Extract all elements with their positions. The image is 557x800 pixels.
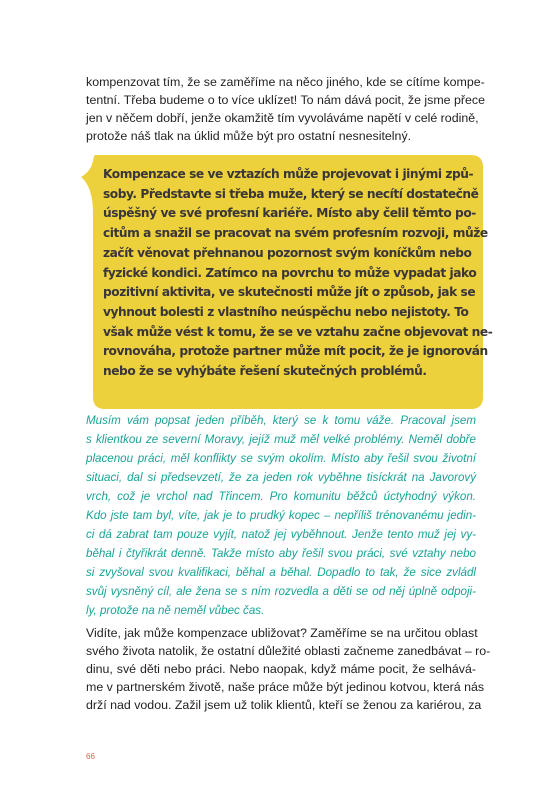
story-line: svůj vysněný cíl, ale žena se s ním rozvedla a děti se od něj úplně odpoji- [86, 585, 476, 598]
callout-line: fyzické kondici. Zatímco na povrchu to může vypadat jako [103, 265, 477, 280]
story-line: ci dá zabrat tam pouze vyjít, natož jej vyběhnout. Jenže tento muž jej vy- [86, 528, 476, 541]
page-number: 66 [86, 752, 95, 761]
story-paragraph [86, 411, 476, 620]
story-line: situaci, dal si předsevzetí, že za jeden rok vyběhne tisíckrát na Javorový [86, 471, 476, 484]
callout-line: vyhnout bolesti z vlastního neúspěchu nebo nejistoty. To [103, 304, 469, 319]
story-line: běhal i čtyřikrát denně. Takže místo aby řešil svou práci, své vztahy nebo [86, 547, 476, 560]
callout-line: úspěšný ve své profesní kariéře. Místo aby čelil těmto po- [103, 206, 476, 221]
text-line: kompenzovat tím, že se zaměříme na něco jiného, kde se cítíme kompe- [86, 75, 485, 89]
callout-line: citům a snažil se pracovat na svém profesním rozvoji, může [103, 226, 488, 241]
text-line: tentní. Třeba budeme o to více uklízet! To nám dává pocit, že jsme přece [86, 93, 486, 107]
callout-line: soby. Představte si třeba muže, který se necítí dostatečně [103, 186, 479, 201]
text-line: protože náš tlak na úklid může být pro ostatní nesnesitelný. [86, 129, 412, 143]
callout-line: začít věnovat přehnanou pozornost svým koníčkům nebo [103, 245, 472, 260]
paragraph-compensation [86, 624, 491, 714]
story-line: vrch, což je vrchol nad Třincem. Pro komunitu běžců úctyhodný výkon. [86, 490, 476, 503]
callout-text [103, 165, 493, 382]
callout-line: Kompenzace se ve vztazích může projevovat i jinými způ- [103, 167, 474, 181]
callout-line: rovnováha, protože partner může mít pocit, že je ignorován [103, 344, 488, 359]
story-line: placenou práci, měl konflikty se svým okolím. Místo aby řešil svou životní [86, 452, 476, 465]
text-line: svého života natolik, že ostatní důležité oblasti začneme zanedbávat – ro- [86, 644, 491, 658]
story-line: si zvyšoval svou kvalifikaci, běhal a běhal. Dopadlo to tak, že sice zvládl [86, 566, 476, 579]
callout-line: pozitivní aktivita, ve skutečnosti může jít o způsob, jak se [103, 285, 476, 300]
callout-line: nebo že se vyhýbáte řešení skutečných problémů. [103, 364, 427, 379]
story-line: ly, protože na ně neměl vůbec čas. [86, 604, 265, 617]
story-line: Kdo jste tam byl, víte, jak je to prudký kopec – nepříliš trénovanému jedin- [86, 509, 476, 522]
highlight-callout-box [81, 155, 493, 409]
text-line: Vidíte, jak může kompenzace ubližovat? Zaměříme se na určitou oblast [86, 626, 478, 640]
story-line: Musím vám popsat jeden příběh, který se k tomu váže. Pracoval jsem [86, 414, 476, 427]
text-line: dinu, své děti nebo práci. Nebo naopak, když máme pocit, že selhává- [86, 662, 476, 676]
text-line: me v partnerském životě, naše práce může být jedinou kotvou, která nás [86, 680, 485, 694]
callout-line: však může vést k tomu, že se ve vztahu začne objevovat ne- [103, 324, 493, 339]
text-line: drží nad vodou. Zažil jsem už tolik klientů, kteří se ženou za kariérou, za [86, 698, 482, 712]
story-line: s klientkou ze severní Moravy, jejíž muž měl velké problémy. Neměl dobře [86, 433, 476, 446]
text-line: jen v něčem dobří, jenže okamžitě tím vyvoláváme napětí v celé rodině, [86, 111, 479, 125]
paragraph-intro [86, 73, 486, 145]
